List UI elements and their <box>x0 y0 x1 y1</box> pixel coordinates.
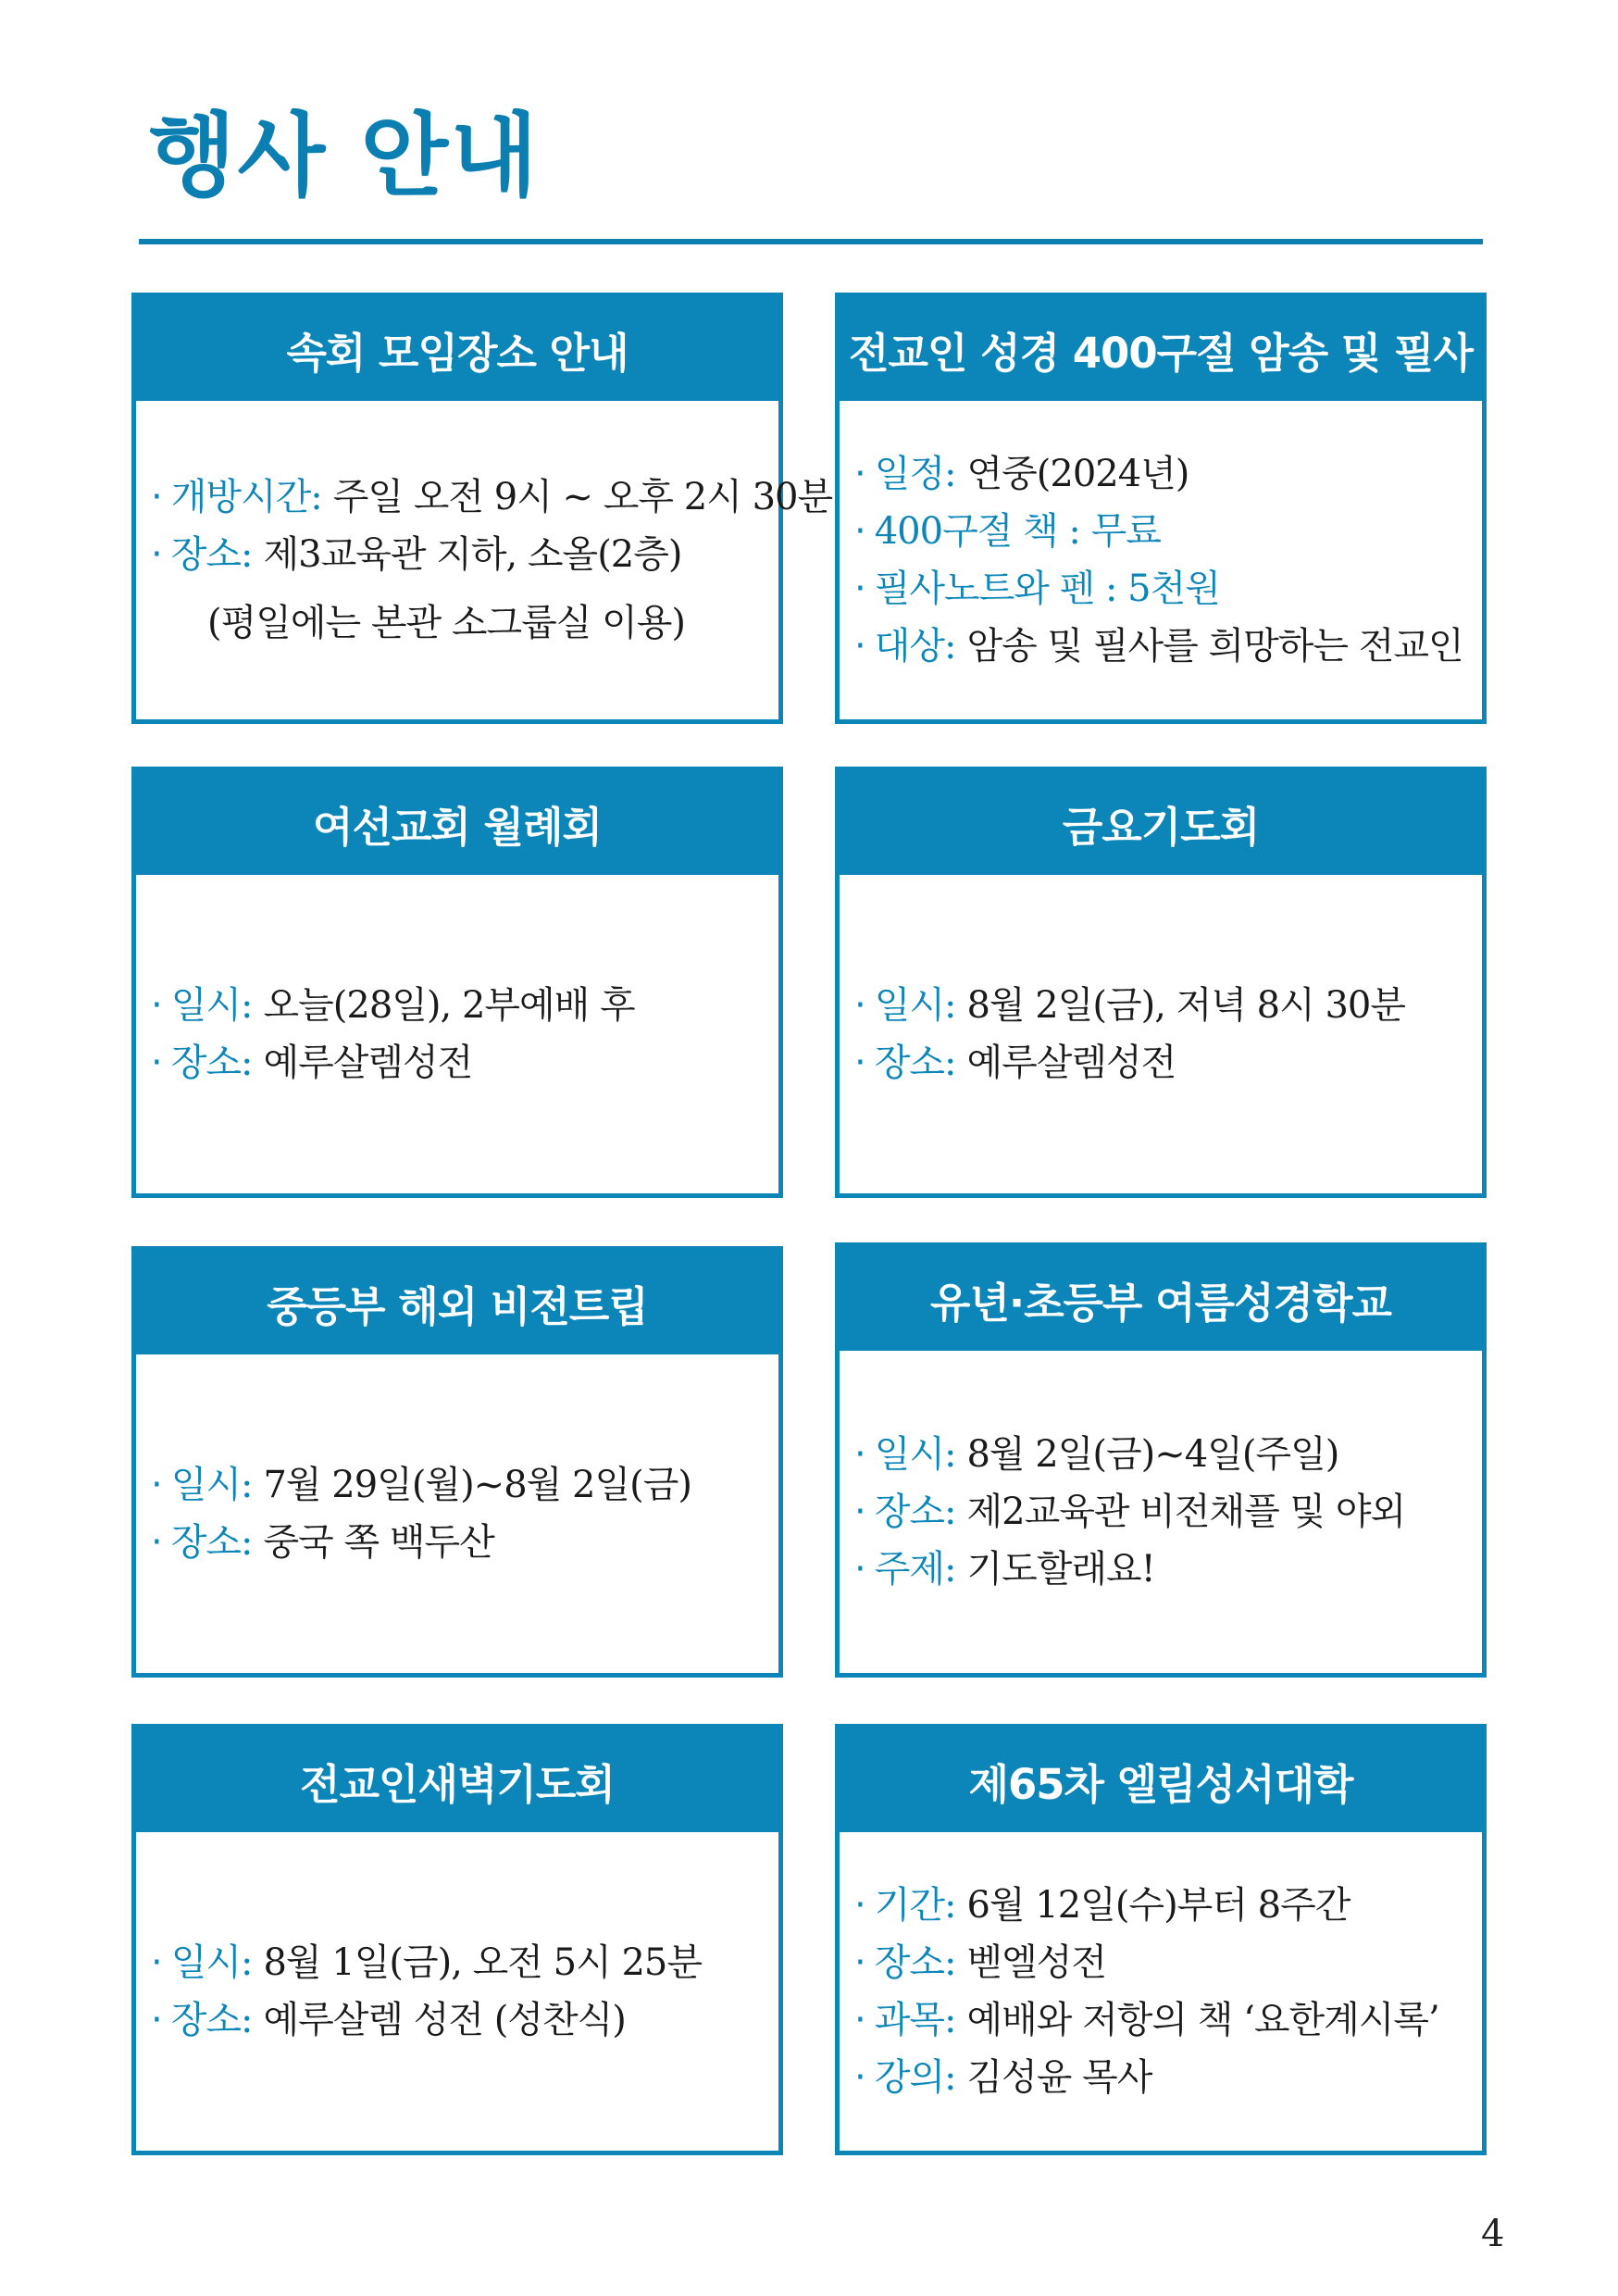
card-body <box>136 1354 778 1673</box>
info-value: 주일 오전 9시 ~ 오후 2시 30분 <box>332 476 833 518</box>
info-label: 장소: <box>170 1042 253 1084</box>
card-body <box>136 401 833 719</box>
info-value: 기도할래요! <box>966 1548 1155 1591</box>
bullet-dot-icon: · <box>151 533 162 576</box>
info-value: 예루살렘성전 <box>966 1042 1176 1084</box>
info-line <box>854 560 1473 618</box>
info-label: 장소: <box>874 1941 956 1984</box>
info-line <box>151 977 769 1034</box>
card-womens-mission <box>131 767 783 1198</box>
info-value: 8월 2일(금)~4일(주일) <box>966 1433 1339 1476</box>
bullet-dot-icon: · <box>151 1941 162 1984</box>
info-label: 강의: <box>874 2056 956 2099</box>
card-vision-trip <box>131 1246 783 1678</box>
bullet-dot-icon: · <box>854 1433 865 1476</box>
info-label: 장소: <box>874 1491 956 1533</box>
bullet-dot-icon: · <box>854 1884 865 1927</box>
info-label: 일시: <box>874 1433 956 1476</box>
page-title: 행사 안내 <box>148 104 540 209</box>
info-label: 과목: <box>874 1999 956 2041</box>
info-label: 일정: <box>874 453 956 495</box>
bullet-dot-icon: · <box>151 1999 162 2041</box>
card-vbs <box>835 1242 1487 1678</box>
bullet-dot-icon: · <box>854 453 865 495</box>
card-body <box>136 1832 778 2151</box>
info-label: 장소: <box>170 533 253 576</box>
info-value: 암송 및 필사를 희망하는 전교인 <box>966 625 1463 668</box>
bullet-dot-icon: · <box>151 984 162 1027</box>
info-line <box>151 526 769 583</box>
info-line <box>151 1991 769 2049</box>
card-header: 중등부 해외 비전트립 <box>136 1251 778 1354</box>
info-line <box>854 1877 1473 1934</box>
card-body <box>840 401 1482 719</box>
page-number: 4 <box>1481 2213 1505 2255</box>
info-value: 오늘(28일), 2부예배 후 <box>263 984 635 1027</box>
info-value: 제2교육관 비전채플 및 야외 <box>966 1491 1406 1533</box>
card-body <box>840 875 1482 1193</box>
info-line <box>151 1514 769 1571</box>
title-divider <box>139 239 1483 244</box>
bullet-dot-icon: · <box>854 1042 865 1084</box>
info-label: 장소: <box>170 1999 253 2041</box>
info-line <box>854 618 1473 675</box>
info-note: (평일에는 본관 소그룹실 이용) <box>206 602 686 644</box>
info-label: 개방시간: <box>170 476 322 518</box>
card-bible-memorization <box>835 293 1487 724</box>
card-header: 유년·초등부 여름성경학교 <box>840 1247 1482 1351</box>
info-line <box>151 1034 769 1092</box>
bullet-dot-icon: · <box>151 1042 162 1084</box>
info-line <box>854 1426 1473 1483</box>
bullet-dot-icon: · <box>854 510 865 553</box>
info-line <box>854 977 1473 1034</box>
bullet-dot-icon: · <box>854 2056 865 2099</box>
info-value: 김성윤 목사 <box>966 2056 1152 2099</box>
info-line <box>151 1934 769 1991</box>
info-line <box>854 1483 1473 1541</box>
bullet-dot-icon: · <box>854 984 865 1027</box>
info-line <box>151 468 833 526</box>
bullet-dot-icon: · <box>854 1548 865 1591</box>
info-label: 장소: <box>170 1521 253 1564</box>
card-header: 금요기도회 <box>840 771 1482 875</box>
bullet-dot-icon: · <box>151 1464 162 1506</box>
info-line <box>854 2049 1473 2106</box>
bullet-dot-icon: · <box>854 1941 865 1984</box>
info-label: 대상: <box>874 625 956 668</box>
bullet-dot-icon: · <box>854 1491 865 1533</box>
bullet-dot-icon: · <box>854 625 865 668</box>
info-value: 예루살렘성전 <box>263 1042 473 1084</box>
card-dawn-prayer <box>131 1724 783 2155</box>
info-label: 일시: <box>170 1464 253 1506</box>
card-header: 전교인 성경 400구절 암송 및 필사 <box>840 297 1482 401</box>
info-line <box>854 1541 1473 1598</box>
info-line <box>854 1934 1473 1991</box>
card-body <box>136 875 778 1193</box>
info-line <box>854 503 1473 560</box>
info-value: 7월 29일(월)~8월 2일(금) <box>263 1464 691 1506</box>
info-label: 400구절 책 : 무료 <box>874 510 1161 553</box>
info-line <box>854 1991 1473 2049</box>
info-value: 8월 2일(금), 저녁 8시 30분 <box>966 984 1405 1027</box>
card-body <box>840 1832 1482 2151</box>
card-body <box>840 1351 1482 1673</box>
info-value: 6월 12일(수)부터 8주간 <box>966 1884 1350 1927</box>
card-header: 전교인새벽기도회 <box>136 1728 778 1832</box>
info-value: 중국 쪽 백두산 <box>263 1521 494 1564</box>
bullet-dot-icon: · <box>854 1999 865 2041</box>
info-label: 일시: <box>874 984 956 1027</box>
info-label: 주제: <box>874 1548 956 1591</box>
card-header: 제65차 엘림성서대학 <box>840 1728 1482 1832</box>
info-value: 8월 1일(금), 오전 5시 25분 <box>263 1941 702 1984</box>
info-value: 예배와 저항의 책 ‘요한계시록’ <box>966 1999 1439 2041</box>
info-label: 장소: <box>874 1042 956 1084</box>
card-header: 여선교회 월례회 <box>136 771 778 875</box>
info-value: 연중(2024년) <box>966 453 1189 495</box>
bullet-dot-icon: · <box>854 568 865 610</box>
info-value: 제3교육관 지하, 소올(2층) <box>263 533 682 576</box>
info-line <box>854 445 1473 503</box>
info-label: 기간: <box>874 1884 956 1927</box>
info-line <box>151 1456 769 1514</box>
info-value: 벧엘성전 <box>966 1941 1107 1984</box>
info-label: 일시: <box>170 1941 253 1984</box>
bullet-dot-icon: · <box>151 476 162 518</box>
info-label: 필사노트와 펜 : 5천원 <box>874 568 1220 610</box>
card-friday-prayer <box>835 767 1487 1198</box>
card-header: 속회 모임장소 안내 <box>136 297 778 401</box>
info-line <box>854 1034 1473 1092</box>
info-label: 일시: <box>170 984 253 1027</box>
info-value: 예루살렘 성전 (성찬식) <box>263 1999 626 2041</box>
card-elim-bible-college <box>835 1724 1487 2155</box>
card-cell-meeting-place <box>131 293 833 724</box>
bullet-dot-icon: · <box>151 1521 162 1564</box>
